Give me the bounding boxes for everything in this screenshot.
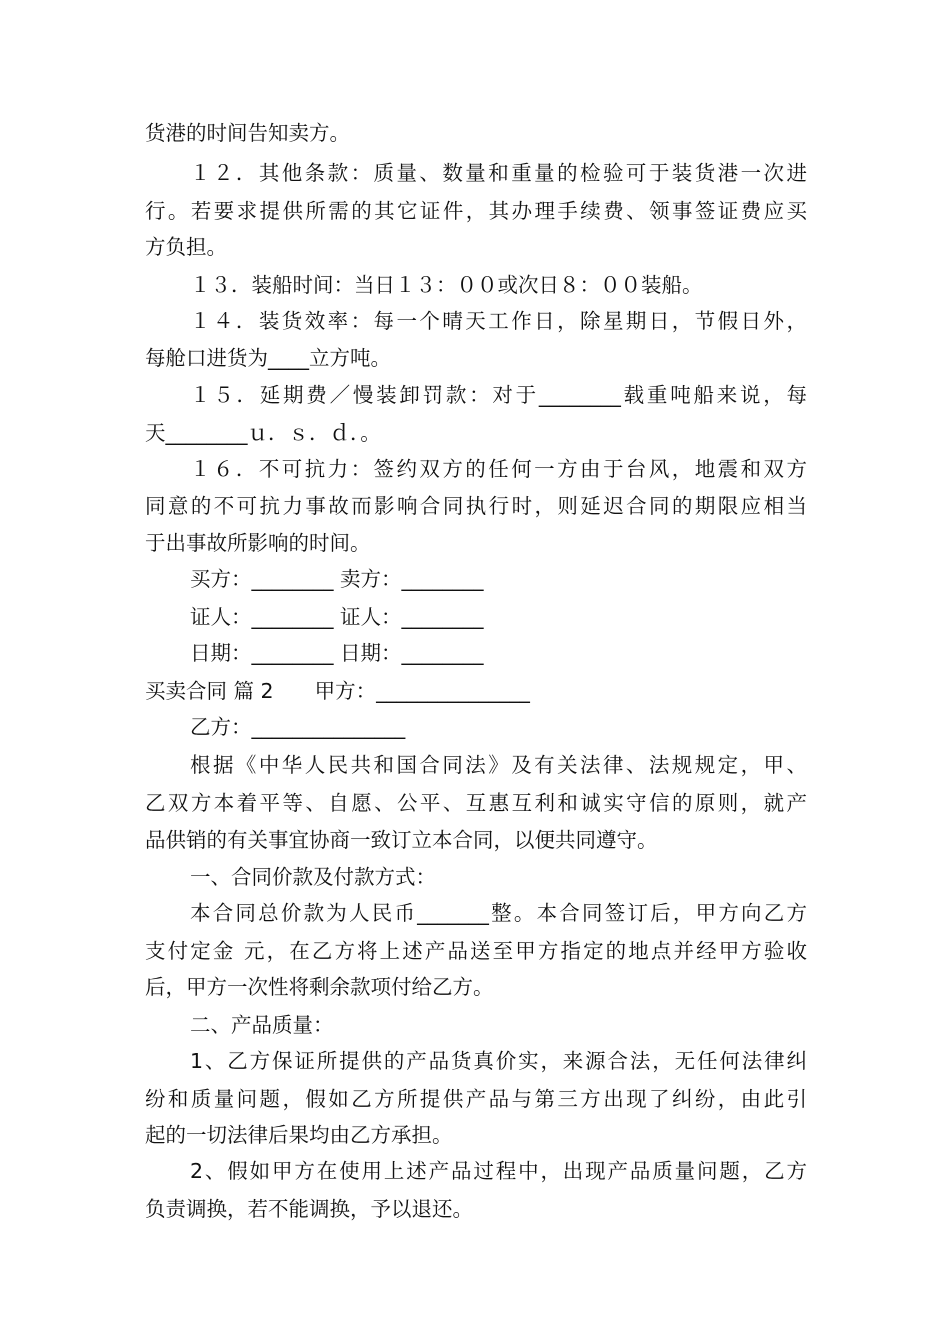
text-line: 纷和质量问题，假如乙方所提供产品与第三方出现了纠纷，由此引 bbox=[145, 1087, 807, 1111]
text-line: 本合同总价款为人民币_______整。本合同签订后，甲方向乙方 bbox=[190, 901, 807, 925]
text-line: 1、乙方保证所提供的产品货真价实，来源合法，无任何法律纠 bbox=[190, 1049, 807, 1073]
text-line: １５．延期费／慢装卸罚款：对于________载重吨船来说，每 bbox=[190, 383, 807, 407]
clause-heading: 一、合同价款及付款方式： bbox=[190, 865, 436, 889]
clause-heading: 二、产品质量： bbox=[190, 1013, 334, 1037]
text-line: 支付定金 元，在乙方将上述产品送至甲方指定的地点并经甲方验收 bbox=[145, 939, 807, 963]
text-line: 每舱口进货为____立方吨。 bbox=[145, 346, 391, 370]
text-line: 起的一切法律后果均由乙方承担。 bbox=[145, 1123, 453, 1147]
text-line: １２．其他条款：质量、数量和重量的检验可于装货港一次进 bbox=[190, 161, 807, 185]
text-line: 货港的时间告知卖方。 bbox=[145, 121, 350, 145]
text-line: 负责调换，若不能调换，予以退还。 bbox=[145, 1197, 473, 1221]
text-line: 2、假如甲方在使用上述产品过程中，出现产品质量问题，乙方 bbox=[190, 1159, 807, 1183]
signature-line-witness: 证人：________ 证人：________ bbox=[190, 605, 484, 629]
text-line: 方负担。 bbox=[145, 235, 227, 259]
party-b-line: 乙方：_______________ bbox=[190, 715, 406, 739]
text-line: 品供销的有关事宜协商一致订立本合同，以便共同遵守。 bbox=[145, 828, 658, 852]
text-line: 于出事故所影响的时间。 bbox=[145, 531, 371, 555]
text-line: 同意的不可抗力事故而影响合同执行时，则延迟合同的期限应相当 bbox=[145, 494, 807, 518]
text-line: 行。若要求提供所需的其它证件，其办理手续费、领事签证费应买 bbox=[145, 199, 807, 223]
text-line: １３．装船时间：当日１３：００或次日８：００装船。 bbox=[190, 273, 703, 297]
text-line: 根据《中华人民共和国合同法》及有关法律、法规规定，甲、 bbox=[190, 753, 807, 777]
text-line: 天________ｕ．ｓ．ｄ．。 bbox=[145, 421, 381, 445]
signature-line-parties: 买方：________ 卖方：________ bbox=[190, 567, 484, 591]
signature-line-date: 日期：________ 日期：________ bbox=[190, 641, 484, 665]
section-heading: 买卖合同 篇 2 甲方：_______________ bbox=[145, 679, 530, 703]
text-line: １４．装货效率：每一个晴天工作日，除星期日，节假日外， bbox=[190, 309, 807, 333]
text-line: 乙双方本着平等、自愿、公平、互惠互利和诚实守信的原则，就产 bbox=[145, 791, 807, 815]
text-line: １６．不可抗力：签约双方的任何一方由于台风，地震和双方 bbox=[190, 457, 807, 481]
text-line: 后，甲方一次性将剩余款项付给乙方。 bbox=[145, 975, 494, 999]
